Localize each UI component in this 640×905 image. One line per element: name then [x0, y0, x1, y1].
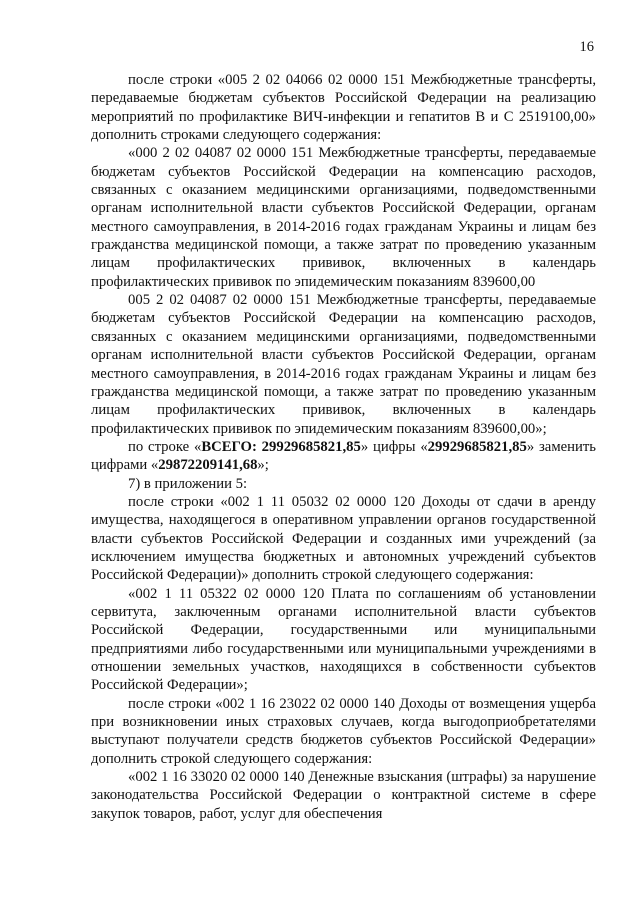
total-mid2: » заменить цифрами «: [91, 438, 596, 474]
total-amendment-paragraph: [91, 438, 596, 475]
paragraph: «002 1 11 05322 02 0000 120 Плата по соглашениям об установлении сервитута, заключенным органами исполнительной власти субъектов Российской Федерации, государственными или муниципальными предприятиями либо государственными или муниципальными учреждениями в отношении земельных участков, находящихся в собственности субъектов Российской Федерации»;: [91, 585, 596, 694]
paragraph: после строки «005 2 02 04066 02 0000 151 Межбюджетные трансферты, передаваемые бюджетам субъектов Российской Федерации на реализацию мероприятий по профилактике ВИЧ-инфекции и гепатитов В и С 2519100,00» дополнить строками следующего содержания:: [91, 72, 596, 144]
total-suffix: »;: [257, 457, 269, 474]
total-old-value: 29929685821,85: [427, 438, 527, 455]
document-body: [91, 71, 596, 823]
total-middle: » цифры «: [360, 438, 428, 455]
paragraph: «002 1 16 33020 02 0000 140 Денежные взыскания (штрафы) за нарушение законодательства Российской Федерации о контрактной системе в сфере закупок товаров, работ, услуг для обеспечения: [91, 769, 596, 822]
total-new-value: 29872209141,68: [158, 457, 258, 474]
paragraph: после строки «002 1 11 05032 02 0000 120 Доходы от сдачи в аренду имущества, находящегося в оперативном управлении органов государственной власти субъектов Российской Федерации и созданных ими учреждений (за исключением имущества бюджетных и автономных учреждений субъектов Российской Федерации)» дополнить строкой следующего содержания:: [91, 493, 596, 584]
page-number: 16: [579, 39, 594, 55]
paragraph: после строки «002 1 16 23022 02 0000 140 Доходы от возмещения ущерба при возникновении иных страховых случаев, когда выгодоприобретателями выступают получатели средств бюджетов субъектов Российской Федерации» дополнить строкой следующего содержания:: [91, 695, 596, 767]
paragraph: «000 2 02 04087 02 0000 151 Межбюджетные трансферты, передаваемые бюджетам субъектов Российской Федерации на компенсацию расходов, связанных с оказанием медицинскими организациями, подведомственными органам исполнительной власти субъектов Российской Федерации, органам местного самоуправления, в 2014-2016 годах гражданам Украины и лицам без гражданства медицинской помощи, а также затрат по проведению указанным лицам профилактических прививок, включенных в календарь профилактических прививок по эпидемическим показаниям 839600,00: [91, 145, 596, 290]
total-prefix: по строке «: [128, 438, 202, 455]
paragraph: 7) в приложении 5:: [128, 475, 248, 492]
total-label: ВСЕГО: 29929685821,85: [201, 438, 361, 455]
paragraph: 005 2 02 04087 02 0000 151 Межбюджетные трансферты, передаваемые бюджетам субъектов Российской Федерации на компенсацию расходов, связанных с оказанием медицинскими организациями, подведомственными органам исполнительной власти субъектов Российской Федерации, органам местного самоуправления, в 2014-2016 годах гражданам Украины и лицам без гражданства медицинской помощи, а также затрат по проведению указанным лицам профилактических прививок, включенных в календарь профилактических прививок по эпидемическим показаниям 839600,00»;: [91, 292, 596, 437]
